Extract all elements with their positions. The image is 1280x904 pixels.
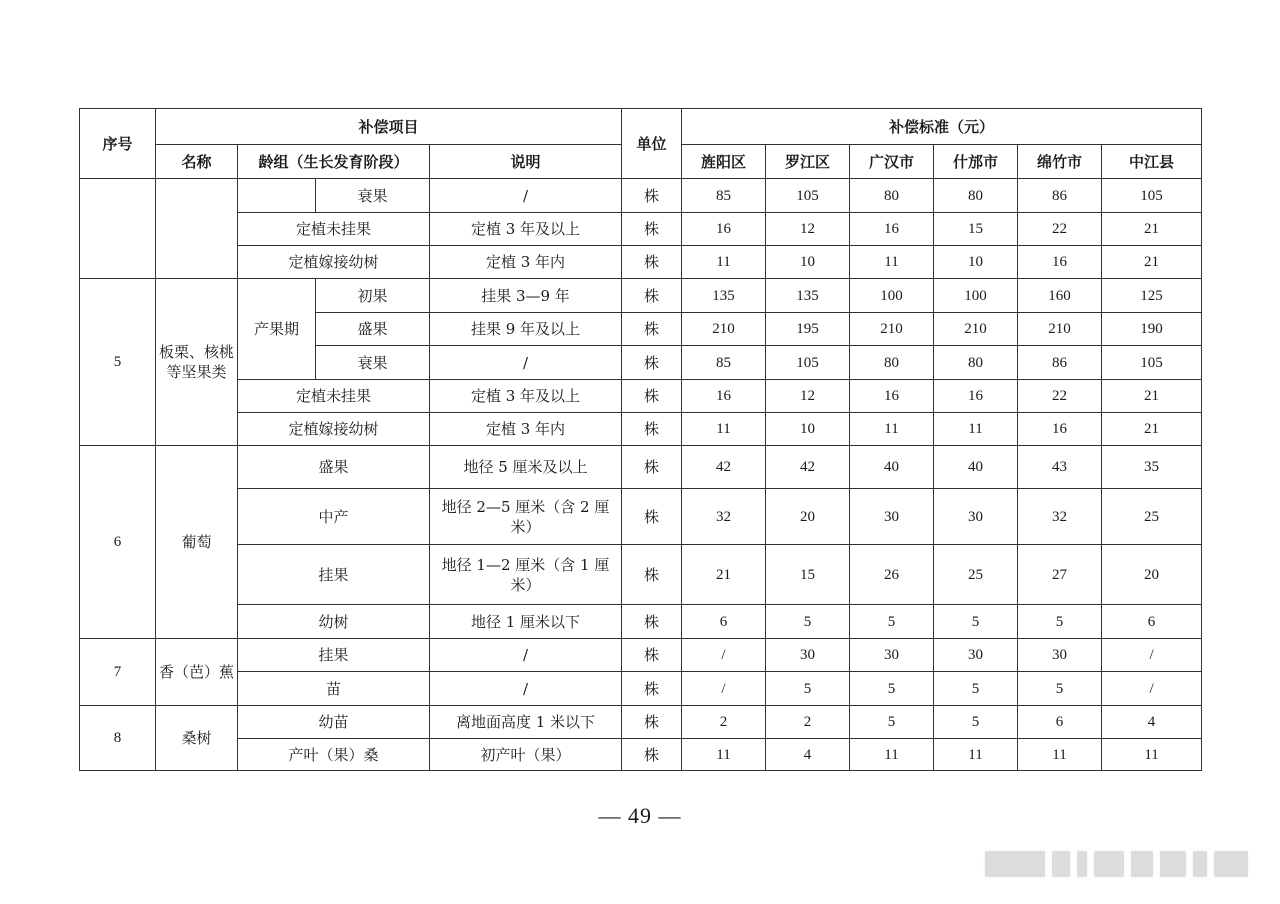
value-cell: /	[682, 672, 766, 706]
value-cell: 16	[850, 380, 934, 413]
value-cell: 10	[934, 246, 1018, 279]
value-cell: 11	[934, 739, 1018, 771]
table-row	[80, 380, 1202, 413]
age-cell: 定植未挂果	[238, 213, 430, 246]
age-cell: 定植嫁接幼树	[238, 413, 430, 446]
unit-cell: 株	[622, 545, 682, 605]
table-row	[80, 413, 1202, 446]
table-row	[80, 489, 1202, 545]
value-cell: 195	[766, 313, 850, 346]
note-cell: 定植 3 年及以上	[430, 213, 622, 246]
header-region-mianzhu: 绵竹市	[1018, 145, 1102, 179]
name-cell: 葡萄	[156, 446, 238, 639]
unit-cell: 株	[622, 313, 682, 346]
age-cell: 挂果	[238, 639, 430, 672]
table-row	[80, 739, 1202, 771]
note-cell: 挂果 9 年及以上	[430, 313, 622, 346]
note-cell: 挂果 3—9 年	[430, 279, 622, 313]
value-cell: 11	[1102, 739, 1202, 771]
value-cell: /	[1102, 639, 1202, 672]
value-cell: 5	[766, 672, 850, 706]
value-cell: 135	[766, 279, 850, 313]
note-cell: 地径 2—5 厘米（含 2 厘米）	[430, 489, 622, 545]
value-cell: 11	[934, 413, 1018, 446]
age-cell: 苗	[238, 672, 430, 706]
value-cell: 2	[766, 706, 850, 739]
value-cell: /	[1102, 672, 1202, 706]
note-cell: 初产叶（果）	[430, 739, 622, 771]
age-cell: 定植嫁接幼树	[238, 246, 430, 279]
value-cell: 125	[1102, 279, 1202, 313]
age-cell: 挂果	[238, 545, 430, 605]
table-row	[80, 213, 1202, 246]
value-cell: 25	[1102, 489, 1202, 545]
value-cell: 22	[1018, 213, 1102, 246]
value-cell: 210	[934, 313, 1018, 346]
header-name: 名称	[156, 145, 238, 179]
unit-cell: 株	[622, 706, 682, 739]
value-cell: 30	[934, 489, 1018, 545]
value-cell: 30	[766, 639, 850, 672]
value-cell: 135	[682, 279, 766, 313]
value-cell: 35	[1102, 446, 1202, 489]
age-cell: 幼苗	[238, 706, 430, 739]
value-cell: 4	[1102, 706, 1202, 739]
table-row	[80, 246, 1202, 279]
value-cell: 100	[934, 279, 1018, 313]
note-cell: /	[430, 179, 622, 213]
value-cell: 80	[934, 346, 1018, 380]
age-cell: 初果	[316, 279, 430, 313]
header-seq: 序号	[80, 109, 156, 179]
value-cell: 42	[766, 446, 850, 489]
note-cell: 地径 1 厘米以下	[430, 605, 622, 639]
value-cell: 15	[934, 213, 1018, 246]
note-cell: 地径 5 厘米及以上	[430, 446, 622, 489]
value-cell: 30	[934, 639, 1018, 672]
age-cell: 盛果	[316, 313, 430, 346]
value-cell: 5	[934, 706, 1018, 739]
value-cell: 20	[1102, 545, 1202, 605]
header-region-luojiang: 罗江区	[766, 145, 850, 179]
age-cell: 盛果	[238, 446, 430, 489]
header-region-guanghan: 广汉市	[850, 145, 934, 179]
seq-cell: 5	[80, 279, 156, 446]
value-cell: 16	[1018, 413, 1102, 446]
unit-cell: 株	[622, 605, 682, 639]
value-cell: 105	[766, 346, 850, 380]
value-cell: 5	[850, 605, 934, 639]
header-region-zhongjiang: 中江县	[1102, 145, 1202, 179]
value-cell: 20	[766, 489, 850, 545]
age-cell: 产叶（果）桑	[238, 739, 430, 771]
note-cell: 定植 3 年及以上	[430, 380, 622, 413]
unit-cell: 株	[622, 413, 682, 446]
value-cell: 11	[850, 739, 934, 771]
table-row	[80, 545, 1202, 605]
value-cell: 210	[682, 313, 766, 346]
name-cell	[156, 179, 238, 279]
unit-cell: 株	[622, 179, 682, 213]
unit-cell: 株	[622, 213, 682, 246]
value-cell: 10	[766, 246, 850, 279]
header-region-jingyang: 旌阳区	[682, 145, 766, 179]
value-cell: 85	[682, 179, 766, 213]
value-cell: 86	[1018, 179, 1102, 213]
value-cell: 80	[850, 346, 934, 380]
note-cell: /	[430, 672, 622, 706]
table-row	[80, 706, 1202, 739]
value-cell: 26	[850, 545, 934, 605]
value-cell: 5	[766, 605, 850, 639]
value-cell: 40	[934, 446, 1018, 489]
value-cell: 16	[934, 380, 1018, 413]
value-cell: 21	[1102, 413, 1202, 446]
seq-cell: 7	[80, 639, 156, 706]
unit-cell: 株	[622, 639, 682, 672]
note-cell: 定植 3 年内	[430, 246, 622, 279]
value-cell: 5	[1018, 605, 1102, 639]
value-cell: 27	[1018, 545, 1102, 605]
page-number: — 49 —	[598, 803, 682, 828]
note-cell: 离地面高度 1 米以下	[430, 706, 622, 739]
value-cell: 86	[1018, 346, 1102, 380]
header-note: 说明	[430, 145, 622, 179]
value-cell: 22	[1018, 380, 1102, 413]
value-cell: 190	[1102, 313, 1202, 346]
value-cell: 43	[1018, 446, 1102, 489]
unit-cell: 株	[622, 672, 682, 706]
value-cell: 12	[766, 213, 850, 246]
value-cell: 105	[1102, 346, 1202, 380]
table-row	[80, 639, 1202, 672]
value-cell: 21	[1102, 213, 1202, 246]
value-cell: 11	[682, 413, 766, 446]
value-cell: 100	[850, 279, 934, 313]
value-cell: 80	[850, 179, 934, 213]
value-cell: 11	[850, 246, 934, 279]
value-cell: 12	[766, 380, 850, 413]
seq-cell: 8	[80, 706, 156, 771]
value-cell: 105	[766, 179, 850, 213]
value-cell: 210	[1018, 313, 1102, 346]
unit-cell: 株	[622, 279, 682, 313]
table-row	[80, 179, 1202, 213]
value-cell: 10	[766, 413, 850, 446]
value-cell: 40	[850, 446, 934, 489]
compensation-table	[79, 108, 1202, 771]
age-cell: 衰果	[316, 346, 430, 380]
header-age-group: 龄组（生长发育阶段）	[238, 145, 430, 179]
value-cell: 2	[682, 706, 766, 739]
name-cell: 香（芭）蕉	[156, 639, 238, 706]
stage-cell: 产果期	[238, 279, 316, 380]
value-cell: 15	[766, 545, 850, 605]
value-cell: 30	[850, 639, 934, 672]
seq-cell	[80, 179, 156, 279]
value-cell: 105	[1102, 179, 1202, 213]
unit-cell: 株	[622, 489, 682, 545]
value-cell: 85	[682, 346, 766, 380]
stage-cell	[238, 179, 316, 213]
value-cell: 21	[682, 545, 766, 605]
value-cell: 80	[934, 179, 1018, 213]
value-cell: 11	[682, 246, 766, 279]
table-row	[80, 672, 1202, 706]
value-cell: 6	[682, 605, 766, 639]
value-cell: 16	[1018, 246, 1102, 279]
age-cell: 定植未挂果	[238, 380, 430, 413]
unit-cell: 株	[622, 739, 682, 771]
value-cell: 6	[1018, 706, 1102, 739]
value-cell: 5	[850, 672, 934, 706]
header-unit: 单位	[622, 109, 682, 179]
name-cell: 桑树	[156, 706, 238, 771]
value-cell: 11	[1018, 739, 1102, 771]
value-cell: 16	[850, 213, 934, 246]
value-cell: 11	[850, 413, 934, 446]
value-cell: 5	[850, 706, 934, 739]
watermark-image	[985, 845, 1255, 883]
value-cell: 11	[682, 739, 766, 771]
table-row	[80, 446, 1202, 489]
header-standard-group: 补偿标准（元）	[682, 109, 1202, 145]
age-cell: 衰果	[316, 179, 430, 213]
unit-cell: 株	[622, 346, 682, 380]
unit-cell: 株	[622, 246, 682, 279]
value-cell: 30	[1018, 639, 1102, 672]
header-item-group: 补偿项目	[156, 109, 622, 145]
table-row	[80, 605, 1202, 639]
value-cell: 5	[934, 605, 1018, 639]
unit-cell: 株	[622, 446, 682, 489]
table-row	[80, 279, 1202, 313]
value-cell: 16	[682, 213, 766, 246]
seq-cell: 6	[80, 446, 156, 639]
value-cell: 32	[682, 489, 766, 545]
value-cell: 32	[1018, 489, 1102, 545]
value-cell: 16	[682, 380, 766, 413]
value-cell: 5	[1018, 672, 1102, 706]
header-region-shifang: 什邡市	[934, 145, 1018, 179]
value-cell: /	[682, 639, 766, 672]
name-cell: 板栗、核桃等坚果类	[156, 279, 238, 446]
note-cell: /	[430, 346, 622, 380]
value-cell: 6	[1102, 605, 1202, 639]
note-cell: 地径 1—2 厘米（含 1 厘米）	[430, 545, 622, 605]
value-cell: 42	[682, 446, 766, 489]
unit-cell: 株	[622, 380, 682, 413]
value-cell: 21	[1102, 246, 1202, 279]
value-cell: 30	[850, 489, 934, 545]
value-cell: 4	[766, 739, 850, 771]
value-cell: 5	[934, 672, 1018, 706]
age-cell: 中产	[238, 489, 430, 545]
age-cell: 幼树	[238, 605, 430, 639]
value-cell: 160	[1018, 279, 1102, 313]
value-cell: 21	[1102, 380, 1202, 413]
value-cell: 210	[850, 313, 934, 346]
note-cell: /	[430, 639, 622, 672]
note-cell: 定植 3 年内	[430, 413, 622, 446]
value-cell: 25	[934, 545, 1018, 605]
